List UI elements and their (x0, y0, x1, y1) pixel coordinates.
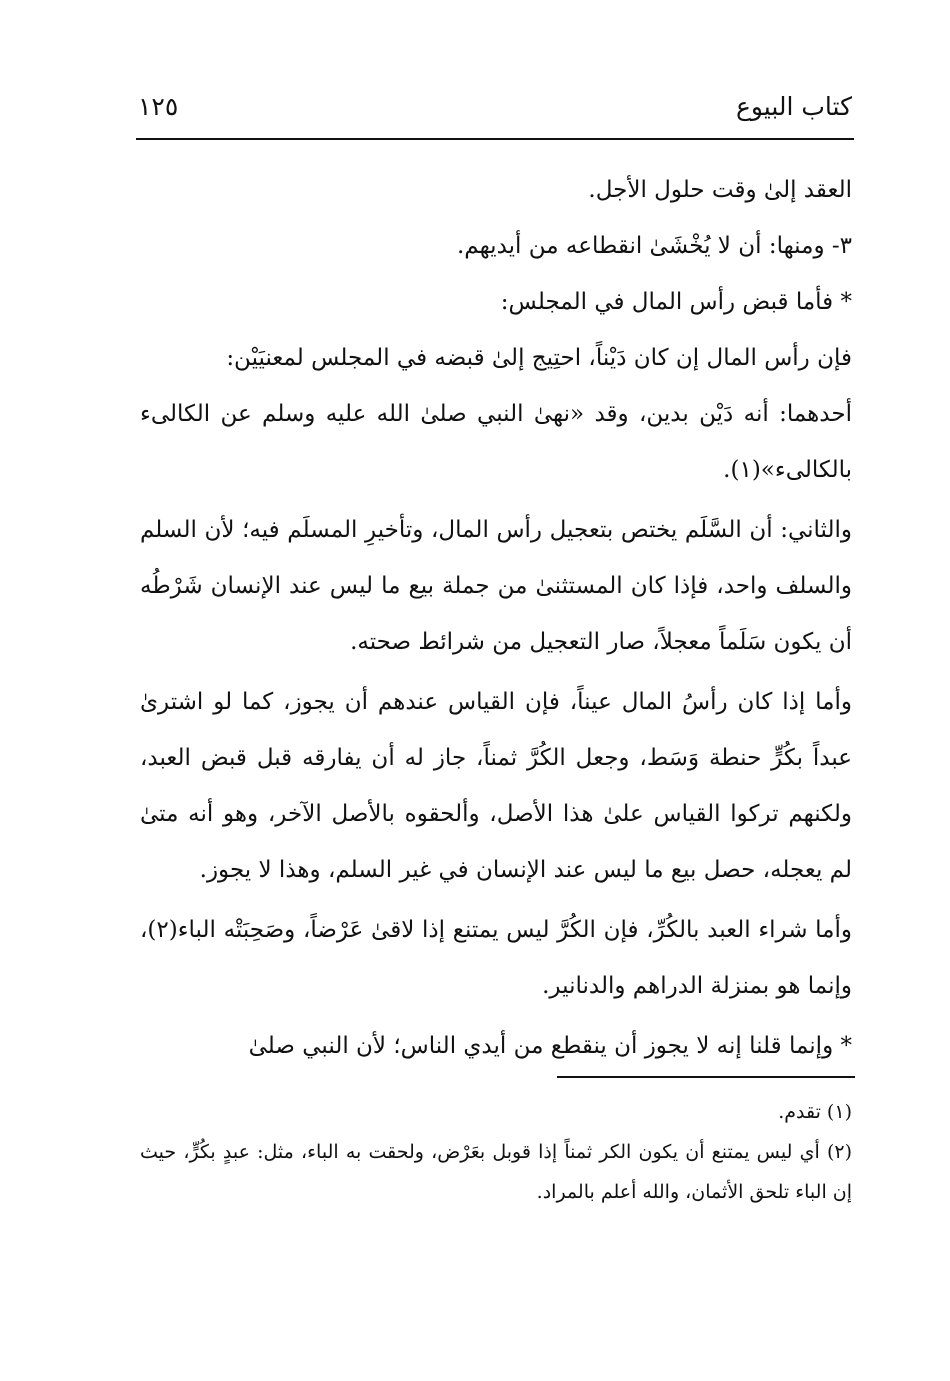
header-divider (136, 138, 854, 140)
main-text (140, 162, 852, 1074)
footnotes (140, 1092, 852, 1212)
paragraph: العقد إلىٰ وقت حلول الأجل. (588, 177, 852, 203)
paragraph: والثاني: أن السَّلَم يختص بتعجيل رأس المال، وتأخيرِ المسلَم فيه؛ لأن السلم والسلف واحد، فإذا كان المستثنىٰ من جملة بيع ما ليس عند الإنسان شَرْطُه أن يكون سَلَماً معجلاً، صار التعجيل من شرائط صحته. (140, 517, 852, 655)
running-header (138, 92, 852, 138)
footnote: (١) تقدم. (778, 1101, 852, 1123)
paragraph: ٣- ومنها: أن لا يُخْشَىٰ انقطاعه من أيديهم. (456, 233, 852, 259)
chapter-title: كتاب البيوع (735, 92, 852, 121)
footnote: (٢) أي ليس يمتنع أن يكون الكر ثمناً إذا قوبل بعَرْض، ولحقت به الباء، مثل: عبدٍ بكُرٍّ، حيث إن الباء تلحق الأثمان، والله أعلم بالمراد. (140, 1141, 852, 1203)
paragraph: أحدهما: أنه دَيْن بدين، وقد «نهىٰ النبي صلىٰ الله عليه وسلم عن الكالىء بالكالىء»(١). (140, 401, 852, 483)
paragraph: وأما إذا كان رأسُ المال عيناً، فإن القياس عندهم أن يجوز، كما لو اشترىٰ عبداً بكُرٍّ حنطة وَسَط، وجعل الكُرَّ ثمناً، جاز له أن يفارقه قبل قبض العبد، ولكنهم تركوا القياس علىٰ هذا الأصل، وألحقوه بالأصل الآخر، وهو أنه متىٰ لم يعجله، حصل بيع ما ليس عند الإنسان في غير السلم، وهذا لا يجوز. (140, 689, 852, 883)
footnote-divider (557, 1076, 855, 1078)
paragraph: * وإنما قلنا إنه لا يجوز أن ينقطع من أيدي الناس؛ لأن النبي صلىٰ (248, 1033, 852, 1059)
page-number: ١٢٥ (138, 92, 179, 121)
paragraph: فإن رأس المال إن كان دَيْناً، احتِيج إلىٰ قبضه في المجلس لمعنيَيْن: (226, 345, 852, 371)
paragraph: وأما شراء العبد بالكُرِّ، فإن الكُرَّ ليس يمتنع إذا لاقىٰ عَرْضاً، وصَحِبَتْه الباء(٢)، وإنما هو بمنزلة الدراهم والدنانير. (140, 917, 852, 999)
paragraph: * فأما قبض رأس المال في المجلس: (500, 289, 852, 315)
